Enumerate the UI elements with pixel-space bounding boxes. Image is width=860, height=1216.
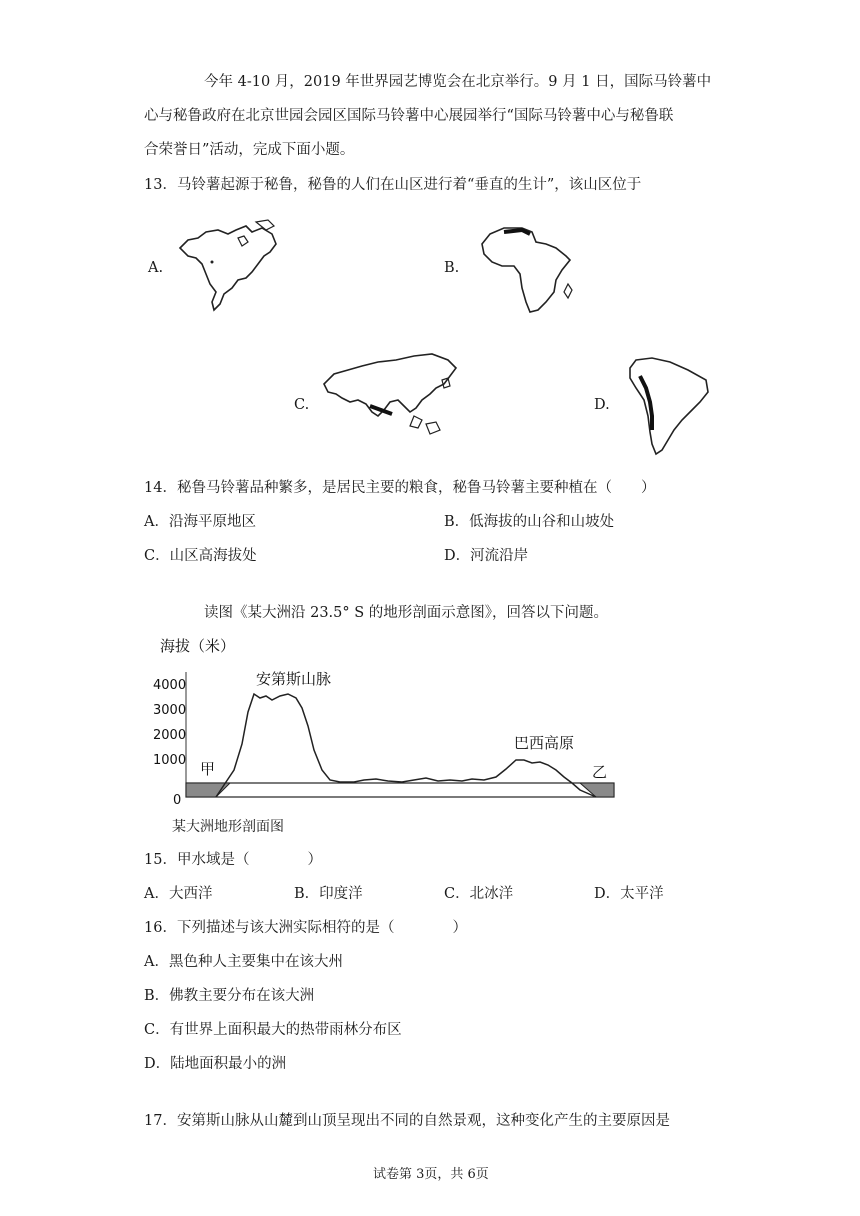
chart-caption: 某大洲地形剖面图 — [172, 819, 284, 835]
terrain-profile-chart — [150, 632, 630, 832]
sea-level-band — [186, 783, 614, 797]
y-tick-1000: 1000 — [153, 753, 187, 768]
q16-option-a: A．黑色种人主要集中在该大州 — [144, 954, 343, 970]
y-tick-2000: 2000 — [153, 728, 187, 743]
y-axis-label: 海拔（米） — [160, 637, 236, 655]
q14-stem: 14．秘鲁马铃薯品种繁多，是居民主要的粮食，秘鲁马铃薯主要种植在（ ） — [144, 480, 656, 496]
q15-stem: 15．甲水域是（ ） — [144, 852, 322, 868]
q14-option-d: D．河流沿岸 — [444, 548, 529, 564]
q13-option-b-letter: B. — [444, 260, 460, 276]
q15-option-a: A．大西洋 — [144, 886, 213, 902]
q13-option-a-letter: A. — [148, 260, 164, 276]
q16-stem: 16．下列描述与该大洲实际相符的是（ ） — [144, 920, 467, 936]
q14-option-b: B．低海拔的山谷和山坡处 — [444, 514, 615, 530]
q15-option-d: D．太平洋 — [594, 886, 664, 902]
plateau-label: 巴西高原 — [514, 734, 575, 752]
north-america-map — [176, 218, 286, 316]
q14-option-c: C．山区高海拔处 — [144, 548, 257, 564]
q13-stem: 13．马铃薯起源于秘鲁，秘鲁的人们在山区进行着“垂直的生计”，该山区位于 — [144, 177, 642, 193]
intro-line-1: 今年 4-10 月，2019 年世界园艺博览会在北京举行。9 月 1 日，国际马铃薯中 — [204, 74, 712, 90]
q16-option-d: D．陆地面积最小的洲 — [144, 1056, 287, 1072]
q13-option-d-letter: D. — [594, 397, 610, 413]
asia-map — [318, 350, 462, 442]
page-footer: 试卷第 3页，共 6页 — [373, 1167, 489, 1182]
y-tick-4000: 4000 — [153, 678, 187, 693]
intro-line-3: 合荣誉日”活动，完成下面小题。 — [144, 142, 355, 158]
q15-option-c: C．北冰洋 — [444, 886, 514, 902]
south-america-map — [622, 354, 716, 458]
q16-option-c: C．有世界上面积最大的热带雨林分布区 — [144, 1022, 402, 1038]
q15-option-b: B．印度洋 — [294, 886, 363, 902]
q16-option-b: B．佛教主要分布在该大洲 — [144, 988, 315, 1004]
q14-option-a: A．沿海平原地区 — [144, 514, 256, 530]
africa-map — [474, 222, 586, 318]
q17-stem: 17．安第斯山脉从山麓到山顶呈现出不同的自然景观，这种变化产生的主要原因是 — [144, 1113, 670, 1129]
q13-option-c-letter: C. — [294, 397, 310, 413]
profile-intro: 读图《某大洲沿 23.5° S 的地形剖面示意图》，回答以下问题。 — [204, 605, 609, 621]
west-water-label: 甲 — [200, 760, 216, 778]
y-tick-3000: 3000 — [153, 703, 187, 718]
mountain-label: 安第斯山脉 — [256, 670, 332, 688]
y-tick-0: 0 — [173, 793, 182, 808]
intro-line-2: 心与秘鲁政府在北京世园会园区国际马铃薯中心展园举行“国际马铃薯中心与秘鲁联 — [144, 108, 674, 124]
east-water-label: 乙 — [592, 763, 608, 781]
